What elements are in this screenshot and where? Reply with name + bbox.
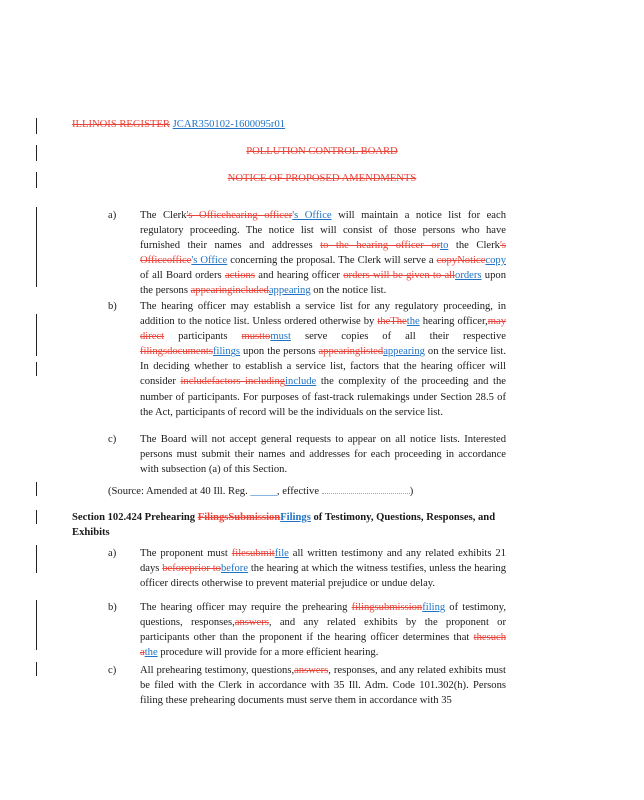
subsection-b-label: b) bbox=[108, 301, 117, 312]
change-bar bbox=[36, 545, 37, 573]
change-bar bbox=[36, 482, 37, 496]
change-bar bbox=[36, 118, 37, 134]
section-heading: Section 102.424 Prehearing FilingsSubmissionFilings of Testimony, Questions, Responses, and Exhibits bbox=[72, 512, 496, 539]
change-bar bbox=[36, 662, 37, 676]
change-bar bbox=[36, 207, 37, 287]
change-bar bbox=[36, 510, 37, 524]
board-title: POLLUTION CONTROL BOARD bbox=[246, 146, 398, 157]
subsection-c-text: The Board will not accept general requests to appear on all notice lists. Interested persons must submit their names and addresses for each proceeding in accordance with subsection (a) of this Section. bbox=[140, 434, 506, 476]
s424-b-label: b) bbox=[108, 602, 117, 613]
change-bar bbox=[36, 314, 37, 356]
change-bar bbox=[36, 600, 37, 650]
s424-c-text: All prehearing testimony, questions,answers, responses, and any related exhibits must be filed with the Clerk in accordance with 35 Ill. Adm. Code 101.302(h). Persons filing these prehearing documents must serve them in accordance with 35 bbox=[140, 665, 506, 707]
register-header: ILLINOIS REGISTER JCAR350102-1600095r01 bbox=[72, 119, 286, 130]
s424-b-text: The hearing officer may require the prehearing filingsubmissionfiling of testimony, questions, responses,answers, and any related exhibits by the proponent or participants other than the proponent if the hearing officer determines that thesuch athe procedure will provide for a more efficient hearing. bbox=[140, 602, 506, 659]
subsection-c-label: c) bbox=[108, 434, 117, 445]
s424-a-label: a) bbox=[108, 548, 117, 559]
notice-title: NOTICE OF PROPOSED AMENDMENTS bbox=[227, 173, 417, 184]
s424-a-text: The proponent must filesubmitfile all written testimony and any related exhibits 21 days beforeprior tobefore the hearing at which the witness testifies, unless the hearing officer directs otherwise to prevent material prejudice or undue delay. bbox=[140, 548, 506, 590]
subsection-b-text: The hearing officer may establish a service list for any regulatory proceeding, in addition to the notice list. Unless ordered otherwise by theThethe hearing officer,may direct participants musttomust serve copies of all their respective filingsdocumentsfilings upon the persons appearinglistedappearing on the service list. In deciding whether to establish a service list, factors that the hearing officer will consider includefactors includinginclude the complexity of the proceeding and the number of participants. For purposes of fast-track rulemakings under Section 28.5 of the Act, participants of record will be the individuals on the service list. bbox=[140, 301, 506, 418]
subsection-a-text: The Clerk's Officehearing officer's Office will maintain a notice list for each regulatory proceeding. The notice list will consist of those persons who have furnished their names and addresses to the hearing officer orto the Clerk's Officeoffice's Office concerning the proposal. The Clerk will serve a copyNoticecopy of all Board orders actions and hearing officer orders will be given to allorders upon the persons appearingincludedappearing on the notice list. bbox=[140, 210, 507, 297]
subsection-a-label: a) bbox=[108, 210, 117, 221]
s424-c-label: c) bbox=[108, 665, 117, 676]
change-bar bbox=[36, 362, 37, 376]
source-note: (Source: Amended at 40 Ill. Reg. _____, effective ) bbox=[108, 483, 413, 499]
